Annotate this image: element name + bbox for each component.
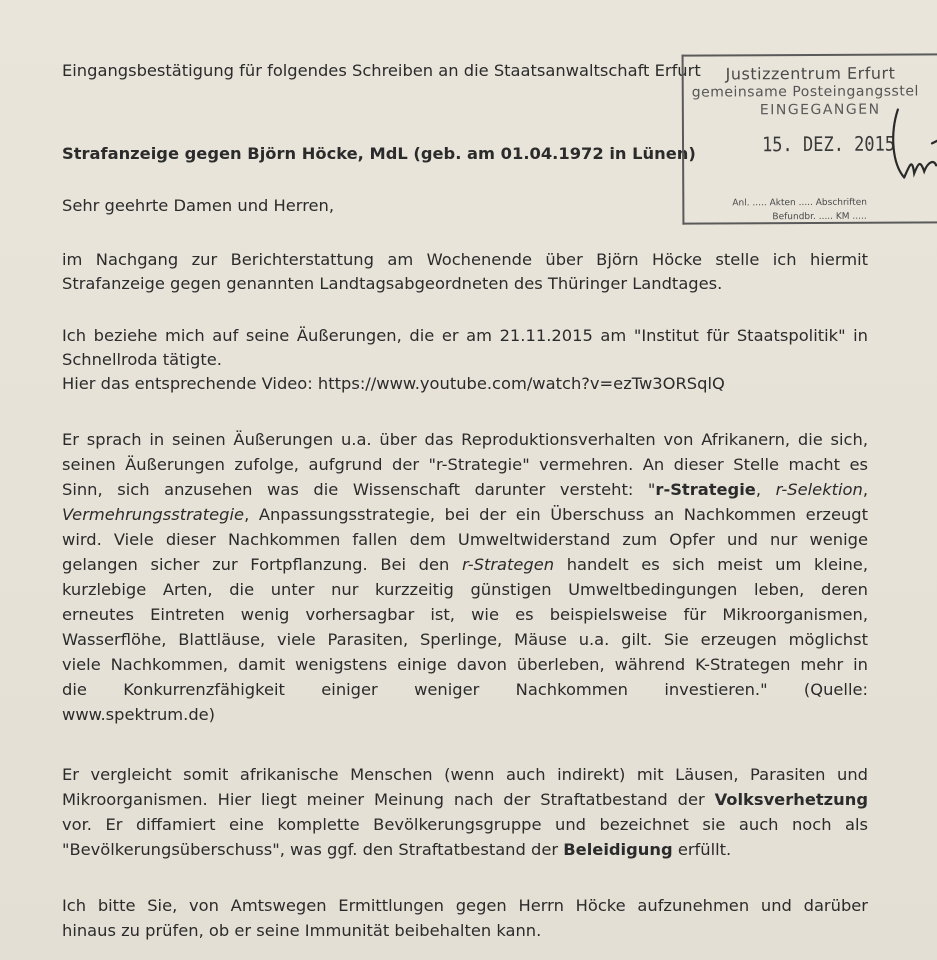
p3-l6-r-strategen: r-Strategen [461,555,555,574]
p4-line-3: vor. Er diffamiert eine komplette Bevölkerungsgruppe und bezeichnet sie auch noch als [62,815,868,834]
receipt-stamp [682,53,937,224]
p3-l3-a: Sinn, sich anzusehen was die Wissenschaft darunter versteht: " [62,480,656,499]
p4-l4-beleidigung: Beleidigung [563,840,673,859]
p3-l4-b: , Anpassungsstrategie, bei der ein Überschuss an Nachkommen erzeugt [244,505,868,524]
p3-line-9: Wasserflöhe, Blattläuse, viele Parasiten, Sperlinge, Mäuse u.a. gilt. Sie erzeugen möglichst [62,630,868,649]
p4-l4-c: erfüllt. [672,840,732,859]
p3-l6-a: gelangen sicher zur Fortpflanzung. Bei den [62,555,462,574]
p3-l3-e: , [862,480,868,499]
p3-l3-r-selektion: r-Selektion [775,480,863,499]
subject-line: Eingangsbestätigung für folgendes Schreiben an die Staatsanwaltschaft Erfurt [62,61,701,80]
p4-line-2 [62,788,868,812]
stamp-checkboxes-row-2: Befundbr. ..... KM ..... [772,211,867,223]
p3-line-6 [62,553,868,577]
p3-line-10: viele Nachkommen, damit wenigstens einige davon überleben, während K-Strategen mehr in [62,655,868,674]
p3-line-11: die Konkurrenzfähigkeit einiger weniger Nachkommen investieren." (Quelle: [62,680,868,699]
p3-line-3 [62,478,868,502]
p5-line-2: hinaus zu prüfen, ob er seine Immunität beibehalten kann. [62,921,542,940]
handwritten-initials-icon [884,103,937,183]
p3-line-2: seinen Äußerungen zufolge, aufgrund der "r-Strategie" vermehren. An dieser Stelle macht es [62,455,868,474]
p4-line-1: Er vergleicht somit afrikanische Menschen (wenn auch indirekt) mit Läusen, Parasiten und [62,765,868,784]
stamp-checkboxes-row-1: Anl. ..... Akten ..... Abschriften [732,197,867,209]
p4-l4-a: "Bevölkerungsüberschuss", was ggf. den Straftatbestand der [62,840,564,859]
p5-line-1: Ich bitte Sie, von Amtswegen Ermittlungen gegen Herrn Höcke aufzunehmen und darüber [62,896,868,915]
salutation: Sehr geehrte Damen und Herren, [62,196,335,215]
stamp-court-name: Justizzentrum Erfurt [725,63,896,84]
p3-l4-vermehrungsstrategie: Vermehrungsstrategie [62,505,245,524]
p4-line-4 [62,838,868,862]
stamp-mailroom: gemeinsame Posteingangsstel [691,83,919,101]
p2-line-1: Ich beziehe mich auf seine Äußerungen, die er am 21.11.2015 am "Institut für Staatspolitik" in [62,326,868,345]
p2-line-2: Schnellroda tätigte. [62,350,222,369]
p2-line-3-video-link: Hier das entsprechende Video: https://www.youtube.com/watch?v=ezTw3ORSqlQ [62,374,725,393]
stamp-date: 15. DEZ. 2015 [761,131,896,157]
p3-l6-c: handelt es sich meist um kleine, [554,555,868,574]
p3-line-12: www.spektrum.de) [62,705,216,724]
p3-line-4 [62,503,868,527]
p3-line-1: Er sprach in seinen Äußerungen u.a. über das Reproduktionsverhalten von Afrikanern, die sich, [62,430,868,449]
p3-line-5: wird. Viele dieser Nachkommen fallen dem Umweltwiderstand zum Opfer und nur wenige [62,530,868,549]
p3-l3-c: , [755,480,776,499]
p1-line-1: im Nachgang zur Berichterstattung am Wochenende über Björn Höcke stelle ich hiermit [62,250,868,269]
stamp-received-label: EINGEGANGEN [759,101,881,119]
p4-l2-a: Mikroorganismen. Hier liegt meiner Meinung nach der Straftatbestand der [62,790,715,809]
p3-l3-r-strategie: r-Strategie [655,480,756,499]
letter-heading: Strafanzeige gegen Björn Höcke, MdL (geb. am 01.04.1972 in Lünen) [62,144,696,163]
p3-line-8: erneutes Eintreten wenig vorhersagbar ist, wie es beispielsweise für Mikroorganismen, [62,605,868,624]
p3-line-7: kurzlebige Arten, die unter nur kurzzeitig günstigen Umweltbedingungen leben, deren [62,580,868,599]
p4-l2-volksverhetzung: Volksverhetzung [714,790,868,809]
p1-line-2: Strafanzeige gegen genannten Landtagsabgeordneten des Thüringer Landtages. [62,274,723,293]
